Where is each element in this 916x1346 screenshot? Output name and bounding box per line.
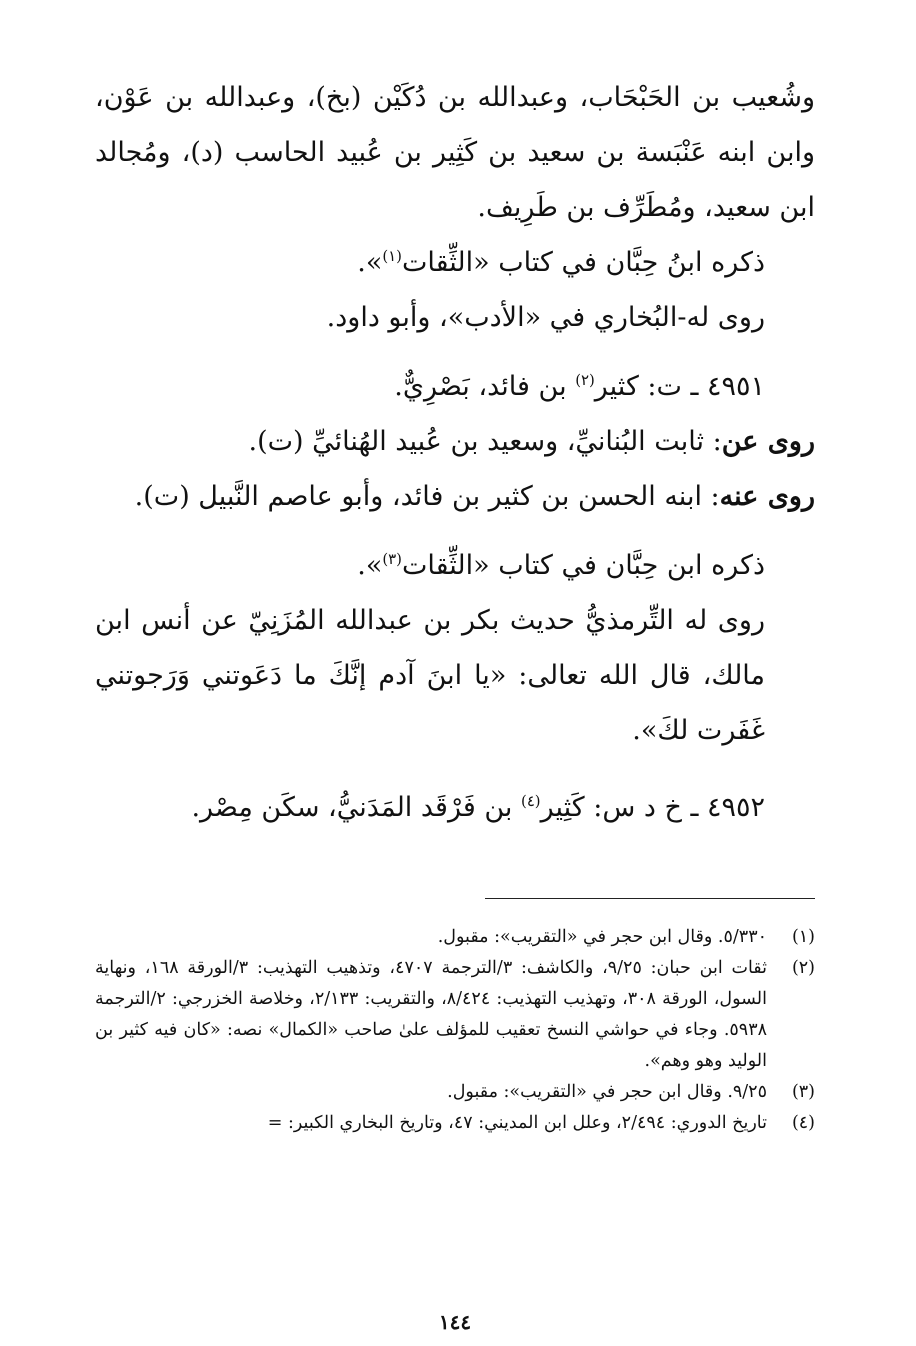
footnote-2 — [95, 953, 815, 1077]
label-rawa-anhu: روى عنه — [719, 481, 815, 512]
footnote-number: (٤) — [791, 1113, 815, 1133]
page-number: ١٤٤ — [438, 1310, 472, 1334]
paragraph-hadith: روى له التِّرمذيُّ حديث بكر بن عبدالله المُزَنِيّ عن أنس ابن مالك، قال الله تعالى: «يا ابنَ آدم إنَّكَ ما دَعَوتني وَرَجوتني غَفَرت لكَ». — [95, 605, 765, 746]
footnote-number: (١) — [791, 927, 815, 947]
paragraph-transmitted-by: روى له-البُخاري في «الأدب»، وأبو داود. — [326, 302, 765, 333]
entry-heading-4951: ٤٩٥١ ـ ت: كثير$^{(٢)}$ بن فائد، بَصْرِيٌّ. — [394, 371, 765, 402]
paragraph-narrators: وشُعيب بن الحَبْحَاب، وعبدالله بن دُكَيْن (بخ)، وعبدالله بن عَوْن، وابن ابنه عَنْبَسة بن سعيد بن كَثِير بن عُبيد الحاسب (د)، ومُجالد ابن سعيد، ومُطَرِّف بن طَرِيف. — [95, 82, 815, 223]
footnote-separator — [485, 898, 815, 899]
footnote-text: ٥/٣٣٠. وقال ابن حجر في «التقريب»: مقبول. — [437, 927, 767, 947]
footnote-text: تاريخ الدوري: ٢/٤٩٤، وعلل ابن المديني: ٤٧، وتاريخ البخاري الكبير: = — [267, 1113, 767, 1133]
footnotes — [95, 922, 815, 1139]
footnote-3 — [95, 1077, 815, 1108]
entry-4951-narrated-from: روى عن: ثابت البُنانيِّ، وسعيد بن عُبيد الهُنائيِّ (ت). — [248, 426, 815, 457]
paragraph-thiqat-mention-2: ذكره ابن حِبَّان في كتاب «الثِّقات$^{(٣)}$». — [357, 550, 765, 581]
footnote-number: (٣) — [791, 1082, 815, 1102]
main-text — [95, 70, 815, 835]
footnote-ref-4: (٤) — [521, 792, 541, 810]
entry-heading-4952: ٤٩٥٢ ـ خ د س: كَثِير$^{(٤)}$ بن فَرْقَد المَدَنيُّ، سكَن مِصْر. — [191, 792, 765, 823]
footnote-ref-1: (١) — [382, 247, 402, 265]
footnote-text: ثقات ابن حبان: ٩/٢٥، والكاشف: ٣/الترجمة ٤٧٠٧، وتذهيب التهذيب: ٣/الورقة ١٦٨، ونهاية السول، الورقة ٣٠٨، وتهذيب التهذيب: ٨/٤٢٤، والتقريب: ٢/١٣٣، وخلاصة الخزرجي: ٢/الترجمة ٥٩٣٨. وجاء في حواشي النسخ تعقيب للمؤلف علىٰ صاحب «الكمال» نصه: «كان فيه كثير بن الوليد وهو وهم». — [95, 958, 768, 1071]
footnote-ref-2: (٢) — [575, 371, 595, 389]
footnote-1 — [95, 922, 815, 953]
paragraph-thiqat-mention: ذكره ابنُ حِبَّان في كتاب «الثِّقات$^{(١)}$». — [357, 247, 765, 278]
entry-4951-narrated-by: روى عنه: ابنه الحسن بن كثير بن فائد، وأبو عاصم النَّبيل (ت). — [134, 481, 815, 512]
footnote-ref-3: (٣) — [382, 550, 402, 568]
label-rawa-an: روى عن — [721, 426, 815, 457]
footnote-4 — [95, 1108, 815, 1139]
footnote-text: ٩/٢٥. وقال ابن حجر في «التقريب»: مقبول. — [447, 1082, 767, 1102]
book-page — [95, 70, 815, 1334]
footnote-number: (٢) — [791, 958, 815, 978]
